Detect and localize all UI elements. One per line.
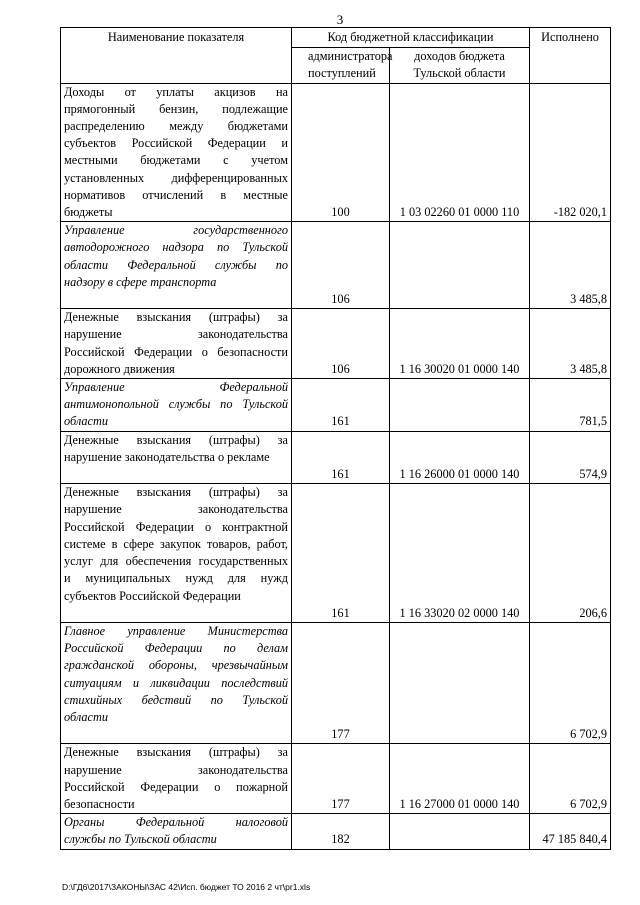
row-executed: 6 702,9	[530, 622, 611, 743]
row-code: 1 16 27000 01 0000 140	[390, 744, 530, 814]
row-name: Денежные взыскания (штрафы) за нарушение законодательства Российской Федерации о безопасности дорожного движения	[61, 309, 292, 379]
header-name: Наименование показателя	[61, 28, 292, 84]
row-admin: 106	[292, 309, 390, 379]
table-row	[61, 744, 611, 814]
table-row	[61, 83, 611, 222]
header-income: доходов бюджета Тульской области	[390, 48, 530, 83]
row-code	[390, 814, 530, 849]
header-executed: Исполнено	[530, 28, 611, 84]
table-row	[61, 379, 611, 432]
row-executed: 206,6	[530, 484, 611, 623]
row-executed: 3 485,8	[530, 309, 611, 379]
row-admin: 182	[292, 814, 390, 849]
table-row	[61, 431, 611, 484]
row-name: Управление Федеральной антимонопольной службы по Тульской области	[61, 379, 292, 432]
row-admin: 100	[292, 83, 390, 222]
budget-table	[60, 27, 611, 850]
footer-file-path: D:\ГД6\2017\ЗАКОНЫ\ЗАС 42\Исп. бюджет ТО 2016 2 чт\pr1.xls	[62, 882, 311, 892]
row-executed: 47 185 840,4	[530, 814, 611, 849]
row-name: Денежные взыскания (штрафы) за нарушение законодательства о рекламе	[61, 431, 292, 484]
row-code	[390, 222, 530, 309]
header-admin: администратора поступлений	[292, 48, 390, 83]
table-row	[61, 622, 611, 743]
row-code	[390, 379, 530, 432]
row-name: Доходы от уплаты акцизов на прямогонный бензин, подлежащие распределению между бюджетами субъектов Российской Федерации и местными бюджетами с учетом установленных дифференцированных нормативов отчислений в местные бюджеты	[61, 83, 292, 222]
row-admin: 161	[292, 484, 390, 623]
row-name: Органы Федеральной налоговой службы по Тульской области	[61, 814, 292, 849]
row-executed: -182 020,1	[530, 83, 611, 222]
row-name: Денежные взыскания (штрафы) за нарушение законодательства Российской Федерации о пожарной безопасности	[61, 744, 292, 814]
row-executed: 781,5	[530, 379, 611, 432]
row-code: 1 03 02260 01 0000 110	[390, 83, 530, 222]
row-name: Главное управление Министерства Российской Федерации по делам гражданской обороны, чрезвычайным ситуациям и ликвидации последствий стихийных бедствий по Тульской области	[61, 622, 292, 743]
row-admin: 177	[292, 744, 390, 814]
row-code: 1 16 30020 01 0000 140	[390, 309, 530, 379]
row-executed: 6 702,9	[530, 744, 611, 814]
row-code: 1 16 26000 01 0000 140	[390, 431, 530, 484]
table-row	[61, 222, 611, 309]
page-number: 3	[336, 12, 344, 27]
table-row	[61, 814, 611, 849]
row-code: 1 16 33020 02 0000 140	[390, 484, 530, 623]
table-row	[61, 309, 611, 379]
row-executed: 3 485,8	[530, 222, 611, 309]
row-admin: 106	[292, 222, 390, 309]
row-name: Денежные взыскания (штрафы) за нарушение законодательства Российской Федерации о контрактной системе в сфере закупок товаров, работ, услуг для обеспечения государственных и муниципальных нужд для нужд субъектов Российской Федерации	[61, 484, 292, 623]
table-row	[61, 484, 611, 623]
header-code: Код бюджетной классификации	[292, 28, 530, 48]
row-admin: 177	[292, 622, 390, 743]
row-name: Управление государственного автодорожного надзора по Тульской области Федеральной службы по надзору в сфере транспорта	[61, 222, 292, 309]
row-admin: 161	[292, 379, 390, 432]
row-executed: 574,9	[530, 431, 611, 484]
row-admin: 161	[292, 431, 390, 484]
row-code	[390, 622, 530, 743]
